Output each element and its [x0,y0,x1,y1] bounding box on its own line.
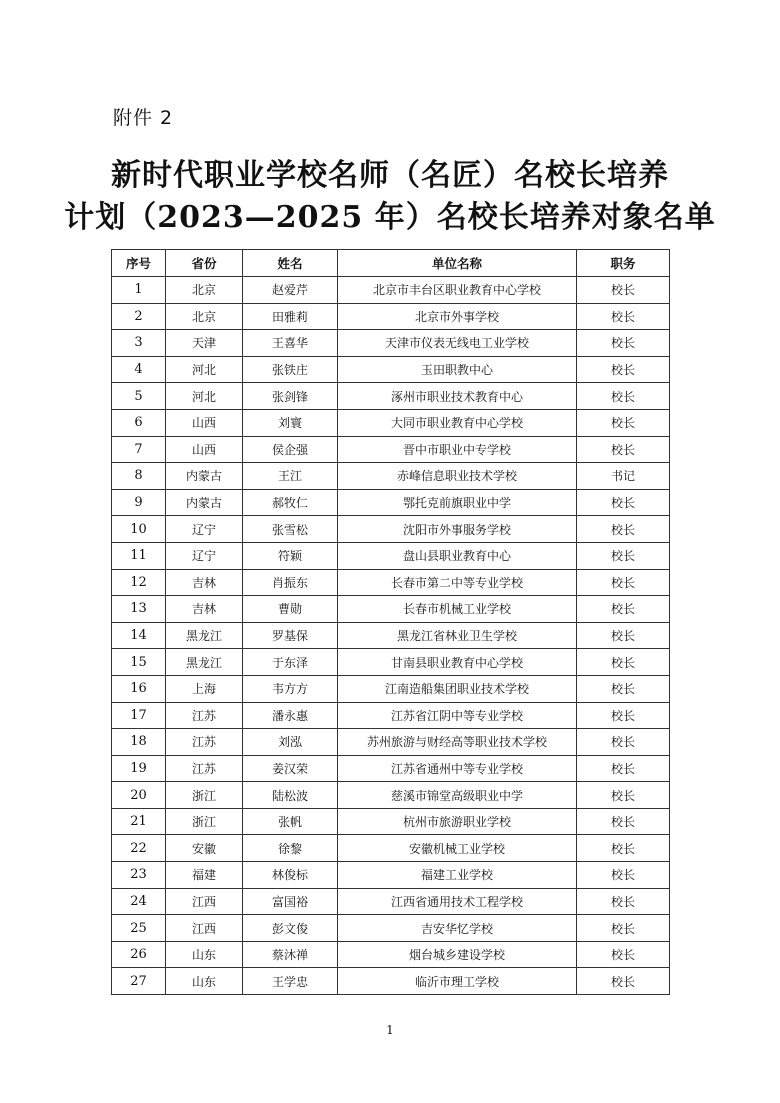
document-title-line-2: 计划（2023—2025 年）名校长培养对象名单 [64,200,716,235]
cell-index: 14 [112,622,166,649]
cell-name: 潘永惠 [243,702,338,729]
cell-organization: 江苏省通州中等专业学校 [338,755,577,782]
cell-position: 校长 [577,675,670,702]
cell-position: 书记 [577,463,670,490]
table-row [112,330,670,357]
cell-index: 10 [112,516,166,543]
cell-name: 林俊标 [243,862,338,889]
cell-organization: 江苏省江阴中等专业学校 [338,702,577,729]
cell-province: 江西 [166,915,243,942]
cell-name: 姜汉荣 [243,755,338,782]
cell-name: 富国裕 [243,888,338,915]
table-row [112,755,670,782]
cell-position: 校长 [577,915,670,942]
cell-province: 北京 [166,277,243,304]
cell-organization: 杭州市旅游职业学校 [338,808,577,835]
cell-province: 江苏 [166,755,243,782]
cell-organization: 盘山县职业教育中心 [338,542,577,569]
cell-index: 27 [112,968,166,995]
cell-position: 校长 [577,888,670,915]
table-row [112,968,670,995]
cell-name: 彭文俊 [243,915,338,942]
cell-province: 辽宁 [166,542,243,569]
cell-position: 校长 [577,383,670,410]
cell-name: 蔡沐禅 [243,941,338,968]
cell-province: 山东 [166,968,243,995]
cell-name: 郝牧仁 [243,489,338,516]
cell-organization: 北京市外事学校 [338,303,577,330]
cell-province: 福建 [166,862,243,889]
table-row [112,862,670,889]
cell-province: 吉林 [166,569,243,596]
cell-name: 张雪松 [243,516,338,543]
table-row [112,436,670,463]
cell-index: 6 [112,409,166,436]
cell-organization: 鄂托克前旗职业中学 [338,489,577,516]
cell-name: 刘泓 [243,729,338,756]
table-row [112,409,670,436]
cell-organization: 北京市丰台区职业教育中心学校 [338,277,577,304]
cell-position: 校长 [577,782,670,809]
table-row [112,888,670,915]
cell-province: 浙江 [166,808,243,835]
cell-name: 张帆 [243,808,338,835]
header-name: 姓名 [243,250,338,277]
cell-name: 刘寰 [243,409,338,436]
cell-index: 17 [112,702,166,729]
cell-name: 于东泽 [243,649,338,676]
table-row [112,569,670,596]
table-row [112,835,670,862]
cell-organization: 长春市机械工业学校 [338,596,577,623]
cell-index: 12 [112,569,166,596]
cell-index: 15 [112,649,166,676]
cell-organization: 烟台城乡建设学校 [338,941,577,968]
cell-position: 校长 [577,808,670,835]
cell-index: 25 [112,915,166,942]
cell-position: 校长 [577,729,670,756]
cell-name: 侯企强 [243,436,338,463]
principal-trainee-table [111,249,670,995]
cell-index: 11 [112,542,166,569]
cell-index: 1 [112,277,166,304]
cell-organization: 赤峰信息职业技术学校 [338,463,577,490]
cell-position: 校长 [577,356,670,383]
table-row [112,303,670,330]
cell-organization: 福建工业学校 [338,862,577,889]
table-row [112,675,670,702]
cell-position: 校长 [577,755,670,782]
cell-province: 山东 [166,941,243,968]
cell-province: 黑龙江 [166,622,243,649]
table-row [112,702,670,729]
cell-organization: 甘南县职业教育中心学校 [338,649,577,676]
cell-index: 22 [112,835,166,862]
table-row [112,516,670,543]
attachment-label: 附件 2 [113,107,174,129]
table-row [112,808,670,835]
cell-province: 江苏 [166,702,243,729]
cell-organization: 大同市职业教育中心学校 [338,409,577,436]
cell-province: 内蒙古 [166,489,243,516]
cell-name: 罗基保 [243,622,338,649]
cell-organization: 吉安华忆学校 [338,915,577,942]
table-row [112,915,670,942]
cell-organization: 慈溪市锦堂高级职业中学 [338,782,577,809]
cell-index: 5 [112,383,166,410]
cell-organization: 长春市第二中等专业学校 [338,569,577,596]
cell-index: 7 [112,436,166,463]
cell-province: 浙江 [166,782,243,809]
cell-name: 韦方方 [243,675,338,702]
cell-province: 江苏 [166,729,243,756]
cell-province: 安徽 [166,835,243,862]
table-row [112,596,670,623]
cell-position: 校长 [577,516,670,543]
cell-index: 2 [112,303,166,330]
cell-province: 上海 [166,675,243,702]
cell-organization: 涿州市职业技术教育中心 [338,383,577,410]
cell-organization: 晋中市职业中专学校 [338,436,577,463]
cell-index: 13 [112,596,166,623]
cell-organization: 临沂市理工学校 [338,968,577,995]
cell-index: 24 [112,888,166,915]
cell-province: 河北 [166,356,243,383]
cell-position: 校长 [577,596,670,623]
cell-province: 山西 [166,409,243,436]
cell-name: 王喜华 [243,330,338,357]
document-title-line-1: 新时代职业学校名师（名匠）名校长培养 [111,158,669,193]
cell-position: 校长 [577,649,670,676]
cell-index: 26 [112,941,166,968]
cell-position: 校长 [577,489,670,516]
table-row [112,622,670,649]
cell-name: 王学忠 [243,968,338,995]
cell-organization: 天津市仪表无线电工业学校 [338,330,577,357]
table-row [112,277,670,304]
cell-index: 18 [112,729,166,756]
cell-province: 河北 [166,383,243,410]
table-row [112,729,670,756]
cell-province: 吉林 [166,596,243,623]
cell-position: 校长 [577,542,670,569]
cell-index: 23 [112,862,166,889]
table-row [112,356,670,383]
cell-index: 21 [112,808,166,835]
cell-organization: 江西省通用技术工程学校 [338,888,577,915]
cell-province: 江西 [166,888,243,915]
cell-index: 8 [112,463,166,490]
cell-province: 辽宁 [166,516,243,543]
cell-name: 曹勋 [243,596,338,623]
cell-organization: 江南造船集团职业技术学校 [338,675,577,702]
cell-name: 张铁庄 [243,356,338,383]
cell-province: 北京 [166,303,243,330]
cell-position: 校长 [577,436,670,463]
cell-name: 张剑锋 [243,383,338,410]
cell-position: 校长 [577,303,670,330]
header-position: 职务 [577,250,670,277]
cell-province: 天津 [166,330,243,357]
cell-index: 19 [112,755,166,782]
header-organization: 单位名称 [338,250,577,277]
cell-index: 16 [112,675,166,702]
cell-organization: 沈阳市外事服务学校 [338,516,577,543]
cell-position: 校长 [577,862,670,889]
header-province: 省份 [166,250,243,277]
table-row [112,649,670,676]
table-row [112,542,670,569]
cell-name: 陆松波 [243,782,338,809]
cell-name: 符颖 [243,542,338,569]
cell-position: 校长 [577,622,670,649]
cell-organization: 黑龙江省林业卫生学校 [338,622,577,649]
cell-position: 校长 [577,277,670,304]
cell-position: 校长 [577,941,670,968]
cell-name: 肖振东 [243,569,338,596]
cell-index: 3 [112,330,166,357]
cell-organization: 安徽机械工业学校 [338,835,577,862]
cell-position: 校长 [577,330,670,357]
cell-index: 20 [112,782,166,809]
table-header-row [112,250,670,277]
page-number: 1 [386,1023,394,1037]
cell-organization: 苏州旅游与财经高等职业技术学校 [338,729,577,756]
cell-position: 校长 [577,702,670,729]
table-row [112,463,670,490]
cell-province: 山西 [166,436,243,463]
cell-name: 王江 [243,463,338,490]
cell-index: 9 [112,489,166,516]
table-row [112,782,670,809]
cell-index: 4 [112,356,166,383]
cell-name: 田雅莉 [243,303,338,330]
table-row [112,489,670,516]
cell-province: 黑龙江 [166,649,243,676]
header-index: 序号 [112,250,166,277]
table-body [112,277,670,995]
cell-position: 校长 [577,835,670,862]
cell-name: 赵爱芹 [243,277,338,304]
cell-position: 校长 [577,968,670,995]
table-row [112,941,670,968]
cell-position: 校长 [577,569,670,596]
cell-organization: 玉田职教中心 [338,356,577,383]
table-row [112,383,670,410]
cell-position: 校长 [577,409,670,436]
cell-province: 内蒙古 [166,463,243,490]
cell-name: 徐黎 [243,835,338,862]
